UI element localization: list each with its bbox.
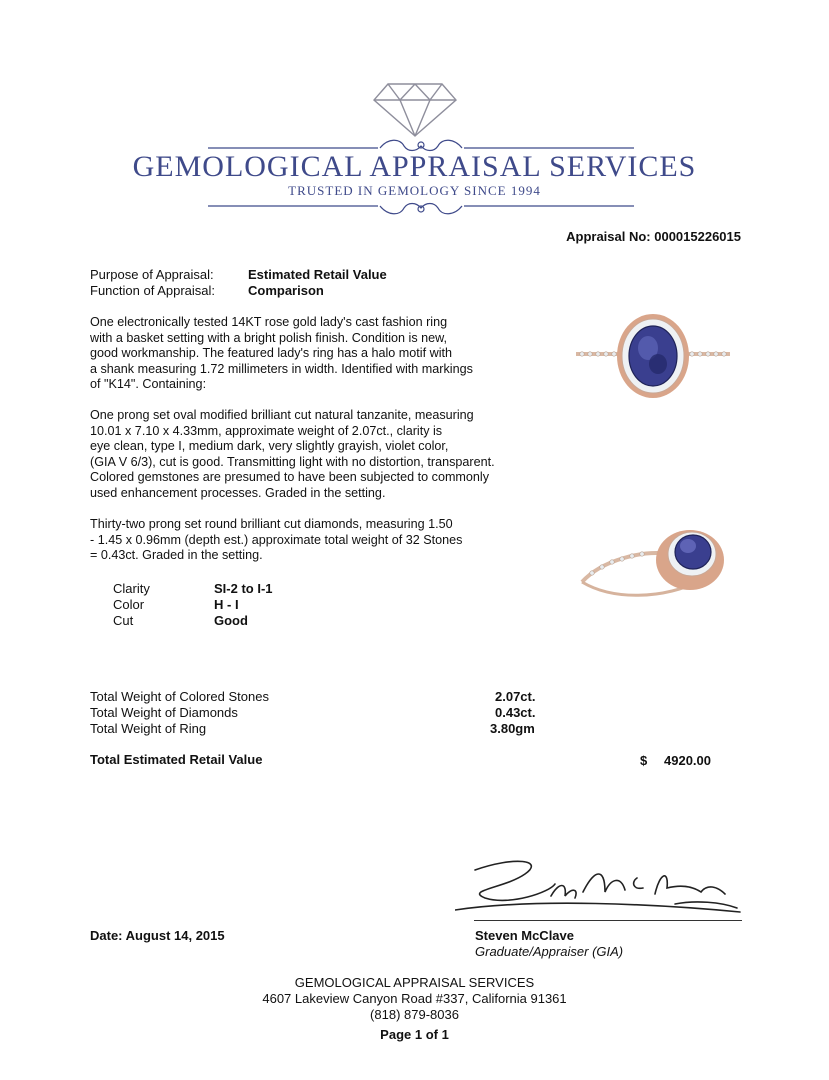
ring-side-view-image (572, 520, 737, 610)
diamond-logo-icon (370, 78, 460, 140)
footer-address: 4607 Lakeview Canyon Road #337, California 91361 (262, 991, 567, 1006)
text-line: One prong set oval modified brilliant cut natural tanzanite, measuring (90, 408, 474, 422)
total-ring-weight-label: Total Weight of Ring (90, 721, 207, 736)
signature-line (474, 920, 742, 921)
retail-value: 4920.00 (664, 753, 711, 768)
purpose-value: Estimated Retail Value (248, 267, 387, 282)
appraiser-signature (455, 848, 745, 926)
text-line: 10.01 x 7.10 x 4.33mm, approximate weight of 2.07ct., clarity is (90, 423, 443, 438)
text-line: eye clean, type I, medium dark, very slightly grayish, violet color, (90, 439, 449, 453)
description-paragraph-1 (90, 315, 530, 393)
text-line: Colored gemstones are presumed to have been subjected to commonly (90, 470, 490, 484)
text-line: used enhancement processes. Graded in the setting. (90, 485, 386, 500)
text-line: good workmanship. The featured lady's ring has a halo motif with (90, 346, 452, 360)
description-paragraph-2 (90, 408, 540, 501)
grade-value-color: H - I (214, 597, 239, 612)
total-diamonds-value: 0.43ct. (495, 705, 536, 720)
text-line: with a basket setting with a bright polish finish. Condition is new, (90, 330, 448, 345)
text-line: of "K14". Containing: (90, 377, 207, 391)
retail-value-label: Total Estimated Retail Value (90, 752, 263, 767)
brand-name: GEMOLOGICAL APPRAISAL SERVICES (132, 150, 697, 183)
grade-value-clarity: SI-2 to I-1 (214, 581, 273, 596)
purpose-label: Purpose of Appraisal: (90, 267, 214, 282)
appraisal-date: Date: August 14, 2015 (90, 928, 225, 943)
appraiser-name: Steven McClave (475, 928, 574, 943)
total-colored-stones-value: 2.07ct. (495, 689, 536, 704)
appraisal-number: Appraisal No: 000015226015 (566, 229, 741, 244)
text-line: One electronically tested 14KT rose gold lady's cast fashion ring (90, 315, 448, 329)
function-value: Comparison (248, 283, 324, 298)
grade-label-color: Color (113, 597, 145, 612)
text-line: (GIA V 6/3), cut is good. Transmitting light with no distortion, transparent. (90, 454, 495, 469)
text-line: = 0.43ct. Graded in the setting. (90, 548, 263, 562)
footer-phone: (818) 879-8036 (370, 1007, 459, 1022)
total-colored-stones-label: Total Weight of Colored Stones (90, 689, 269, 704)
grade-label-cut: Cut (113, 613, 134, 628)
bottom-flourish-rule (208, 198, 634, 218)
total-diamonds-label: Total Weight of Diamonds (90, 705, 238, 720)
page-number: Page 1 of 1 (380, 1027, 449, 1042)
footer-company: GEMOLOGICAL APPRAISAL SERVICES (294, 975, 535, 990)
brand-tagline: TRUSTED IN GEMOLOGY SINCE 1994 (288, 183, 541, 198)
function-label: Function of Appraisal: (90, 283, 216, 298)
description-paragraph-3 (90, 517, 530, 564)
text-line: Thirty-two prong set round brilliant cut diamonds, measuring 1.50 (90, 517, 453, 531)
total-ring-weight-value: 3.80gm (490, 721, 535, 736)
appraiser-title: Graduate/Appraiser (GIA) (475, 944, 624, 959)
retail-currency: $ (640, 753, 648, 768)
text-line: - 1.45 x 0.96mm (depth est.) approximate total weight of 32 Stones (90, 532, 463, 547)
ring-top-view-image (568, 312, 738, 404)
grade-label-clarity: Clarity (113, 581, 150, 596)
grade-value-cut: Good (214, 613, 248, 628)
text-line: a shank measuring 1.72 millimeters in width. Identified with markings (90, 361, 473, 376)
